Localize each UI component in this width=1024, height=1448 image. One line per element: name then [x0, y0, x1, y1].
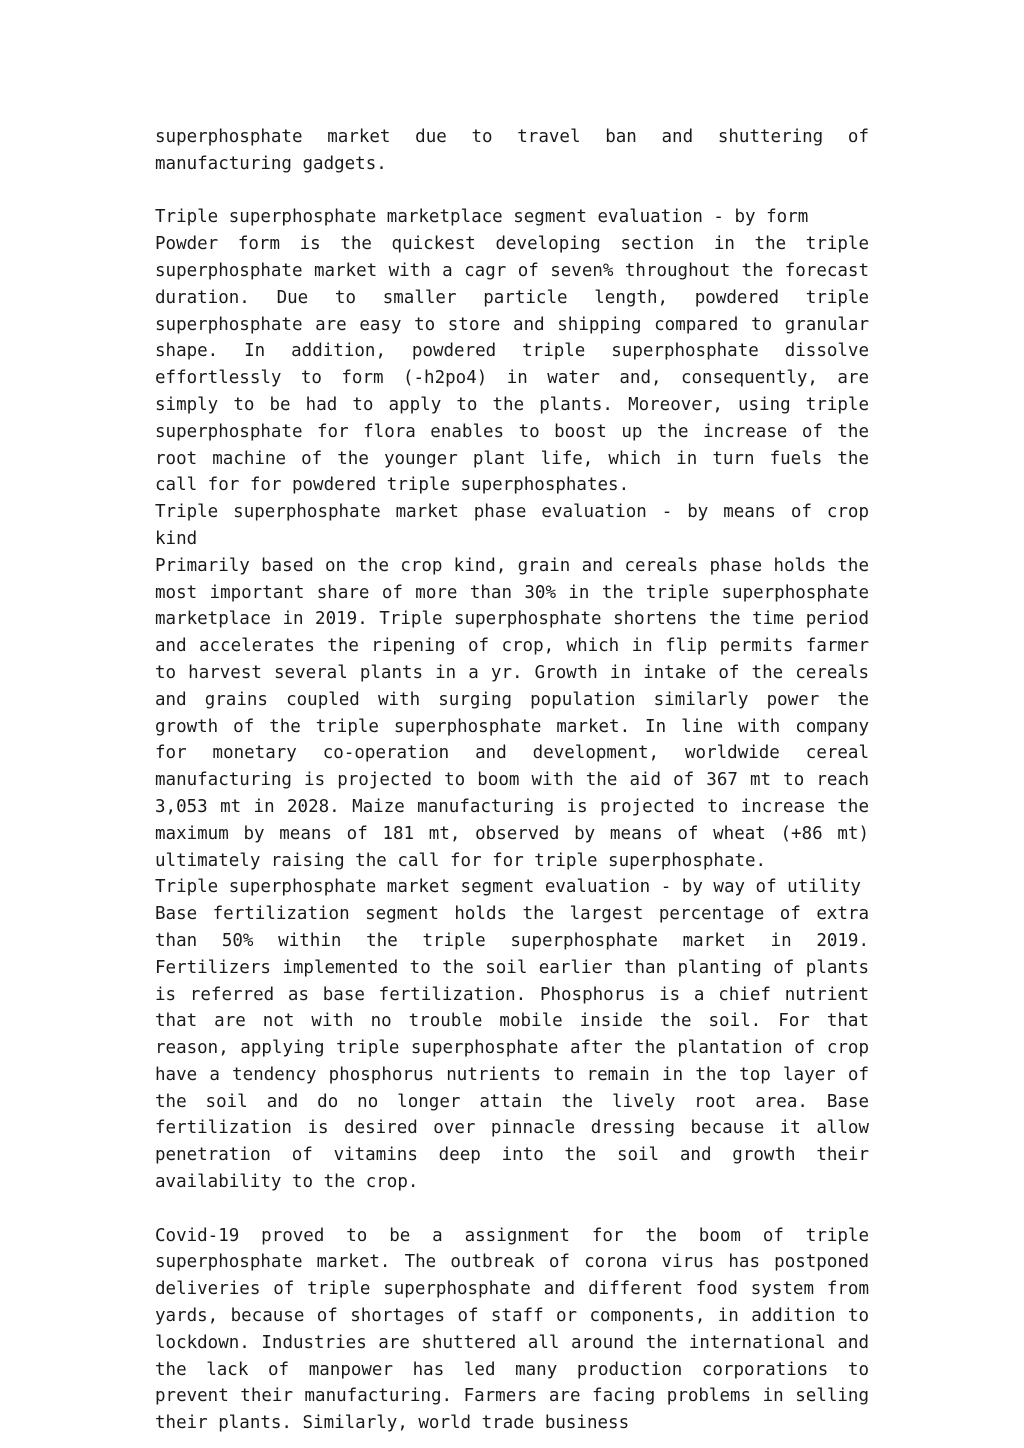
document-body: [155, 124, 869, 1437]
paragraph-gap: [155, 1196, 869, 1223]
heading-by-crop-kind: Triple superphosphate market phase evaluation - by means of crop kind: [155, 502, 869, 549]
paragraph-powder-form: Powder form is the quickest developing section in the triple superphosphate market with a cagr of seven% throughout the forecast duration. Due to smaller particle length, powdered triple superphosphate are easy to store and shipping compared to granular shape. In addition, powdered triple superphosphate dissolve effortlessly to form (-h2po4) in water and, consequently, are simply to be had to apply to the plants. Moreover, using triple superphosphate for flora enables to boost up the increase of the root machine of the younger plant life, which in turn fuels the call for for powdered triple superphosphates.: [155, 234, 869, 496]
paragraph-covid-19: Covid-19 proved to be a assignment for the boom of triple superphosphate market. The outbreak of corona virus has postponed deliveries of triple superphosphate and different food system from yards, because of shortages of staff or components, in addition to lockdown. Industries are shuttered all around the international and the lack of manpower has led many production corporations to prevent their manufacturing. Farmers are facing problems in selling their plants. Similarly, world trade business: [155, 1225, 869, 1434]
paragraph-continuation: superphosphate market due to travel ban and shuttering of manufacturing gadgets.: [155, 127, 869, 174]
paragraph-gap: [155, 178, 869, 205]
heading-by-form: Triple superphosphate marketplace segment evaluation - by form: [155, 207, 809, 228]
heading-by-utility: Triple superphosphate market segment evaluation - by way of utility: [155, 877, 861, 898]
paragraph-base-fertilization: Base fertilization segment holds the largest percentage of extra than 50% within the triple superphosphate market in 2019. Fertilizers implemented to the soil earlier than planting of plants is referred as base fertilization. Phosphorus is a chief nutrient that are not with no trouble mobile inside the soil. For that reason, applying triple superphosphate after the plantation of crop have a tendency phosphorus nutrients to remain in the top layer of the soil and do no longer attain the lively root area. Base fertilization is desired over pinnacle dressing because it allow penetration of vitamins deep into the soil and growth their availability to the crop.: [155, 904, 869, 1193]
paragraph-crop-kind: Primarily based on the crop kind, grain and cereals phase holds the most important share of more than 30% in the triple superphosphate marketplace in 2019. Triple superphosphate shortens the time period and accelerates the ripening of crop, which in flip permits farmer to harvest several plants in a yr. Growth in intake of the cereals and grains coupled with surging population similarly power the growth of the triple superphosphate market. In line with company for monetary co-operation and development, worldwide cereal manufacturing is projected to boom with the aid of 367 mt to reach 3,053 mt in 2028. Maize manufacturing is projected to increase the maximum by means of 181 mt, observed by means of wheat (+86 mt) ultimately raising the call for for triple superphosphate.: [155, 555, 869, 871]
